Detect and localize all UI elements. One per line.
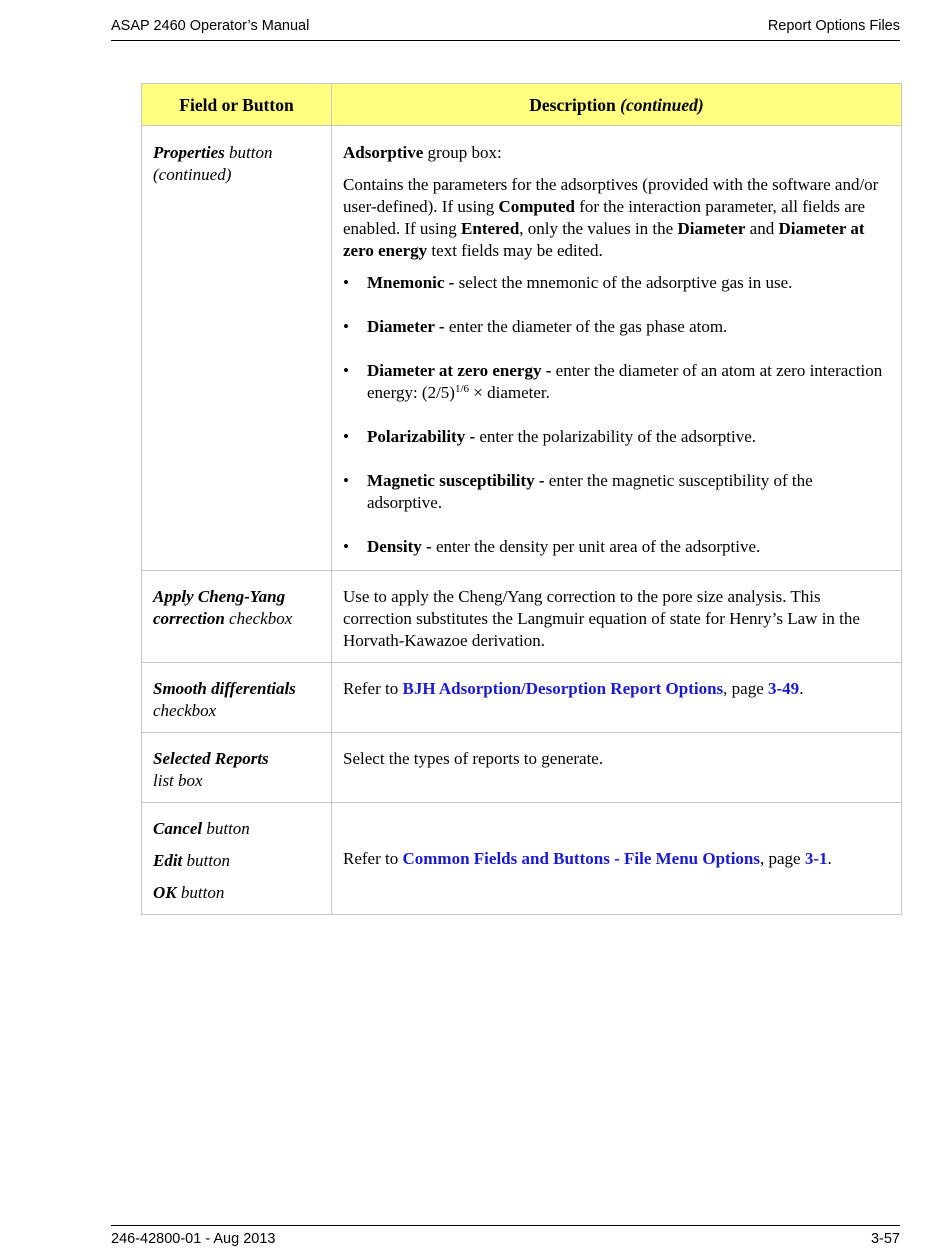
field-cell — [142, 663, 332, 733]
field-cell — [142, 803, 332, 915]
field-entry-cancel: Cancel button — [153, 819, 250, 838]
group-box-suffix: group box: — [423, 143, 502, 162]
footer-doc-number: 246-42800-01 - Aug 2013 — [111, 1231, 276, 1247]
field-name: Smooth differentials — [153, 679, 296, 698]
description-cell — [332, 571, 902, 663]
header-section-title: Report Options Files — [767, 18, 900, 34]
list-item: • Diameter at zero energy - enter the diameter of an atom at zero interaction energy: $(2/5)^{1/6}$ × diameter. — [343, 361, 883, 402]
description-text: Select the types of reports to generate. — [343, 749, 604, 768]
field-entry-edit: Edit button — [153, 851, 230, 870]
group-box-name: Adsorptive — [343, 143, 424, 162]
table-header-row — [142, 84, 902, 126]
field-cell — [142, 571, 332, 663]
field-type: list box — [153, 771, 203, 790]
field-type: button (continued) — [153, 143, 273, 184]
list-item: • Diameter - enter the diameter of the gas phase atom. — [343, 317, 728, 336]
page-header — [111, 18, 900, 41]
field-name: Selected Reports — [153, 749, 269, 768]
bjh-report-options-link[interactable]: BJH Adsorption/Desorption Report Options — [402, 679, 724, 698]
col-header-continued: (continued) — [620, 94, 704, 115]
col-header-description-label: Description — [529, 94, 616, 115]
description-cell — [332, 733, 902, 803]
field-cell — [142, 733, 332, 803]
table-row — [142, 733, 902, 803]
list-item: • Mnemonic - select the mnemonic of the adsorptive gas in use. — [343, 273, 793, 292]
table-row — [142, 571, 902, 663]
field-name: Apply Cheng-Yang correction — [153, 587, 286, 628]
adsorptive-description: Contains the parameters for the adsorptives (provided with the software and/or user-defined). If using Computed for the interaction parameter, all fields are enabled. If using Entered, only the values in the Diameter and Diameter at zero energy text fields may be edited. — [343, 175, 879, 260]
refer-text: Refer to — [343, 848, 403, 868]
field-entry-ok: OK button — [153, 883, 225, 902]
footer-page-number: 3-57 — [870, 1231, 900, 1247]
list-item: • Polarizability - enter the polarizability of the adsorptive. — [343, 427, 756, 446]
list-item: • Magnetic susceptibility - enter the magnetic susceptibility of the adsorptive. — [343, 471, 813, 512]
col-header-field — [142, 84, 332, 126]
period: . — [827, 848, 832, 868]
list-item: • Density - enter the density per unit area of the adsorptive. — [343, 537, 761, 556]
page-3-49-link[interactable]: 3-49 — [768, 679, 800, 698]
header-manual-title: ASAP 2460 Operator’s Manual — [111, 18, 310, 34]
col-header-description — [332, 84, 902, 126]
period: . — [799, 679, 804, 698]
table-row — [142, 803, 902, 915]
page-text: , page — [723, 679, 769, 698]
page-footer — [111, 1225, 900, 1247]
col-header-field-label: Field or Button — [179, 94, 294, 115]
field-type: checkbox — [224, 609, 293, 628]
field-name: Properties — [153, 143, 225, 162]
page-3-1-link[interactable]: 3-1 — [804, 848, 828, 868]
table-row — [142, 663, 902, 733]
description-cell — [332, 803, 902, 915]
description-text: Use to apply the Cheng/Yang correction to the pore size analysis. This correction substitutes the Langmuir equation of state for Henry’s Law in the Horvath-Kawazoe derivation. — [343, 587, 860, 650]
common-fields-buttons-link[interactable]: Common Fields and Buttons - File Menu Options — [402, 848, 760, 868]
page-text: , page — [760, 848, 805, 868]
table-row — [142, 126, 902, 571]
description-cell — [332, 126, 902, 571]
group-box-title — [343, 142, 891, 164]
description-cell — [332, 663, 902, 733]
field-description-table — [141, 83, 902, 915]
parameter-list — [343, 272, 891, 558]
field-cell — [142, 126, 332, 571]
field-type: checkbox — [153, 701, 217, 720]
refer-text: Refer to — [343, 679, 403, 698]
